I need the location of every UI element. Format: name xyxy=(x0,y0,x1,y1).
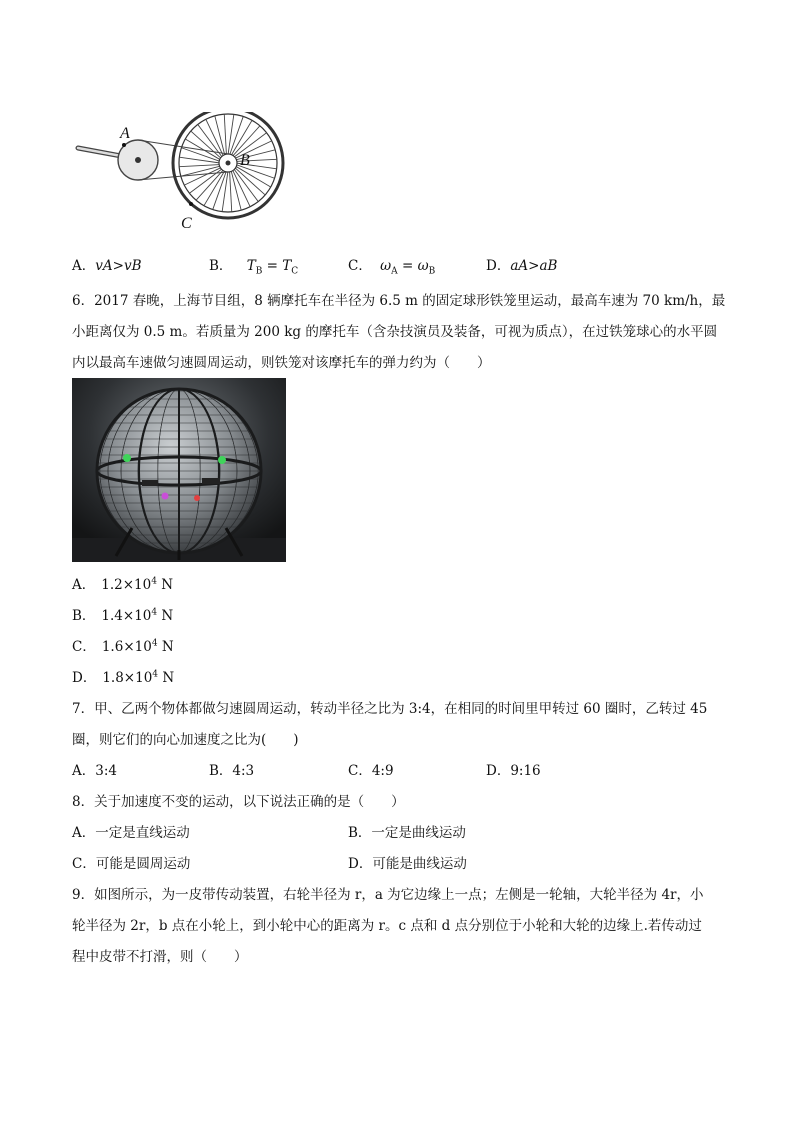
q8-option-c: C．可能是圆周运动 xyxy=(72,856,191,872)
q8-stem: 8．关于加速度不变的运动，以下说法正确的是（ ） xyxy=(72,794,405,810)
q8-option-b: B．一定是曲线运动 xyxy=(348,825,466,841)
q6-stem-line1: 6．2017 春晚，上海节目组，8 辆摩托车在半径为 6.5 m 的固定球形铁笼里运动，最高车速为 70 km/h，最 xyxy=(72,293,726,309)
q6-stem-line3: 内以最高车速做匀速圆周运动，则铁笼对该摩托车的弹力约为（ ） xyxy=(72,355,491,371)
steel-globe-cage-photo xyxy=(72,378,286,562)
q6-option-d: D． $1.8\times 10^4$ N xyxy=(72,669,175,686)
q6-option-c: C． $1.6\times 10^4$ N xyxy=(72,638,174,655)
q7-option-d: D．9:16 xyxy=(486,763,541,779)
q5-option-b: B． $T_B = T_C$ xyxy=(209,258,299,277)
q7-option-c: C．4:9 xyxy=(348,763,394,779)
q6-stem-line2: 小距离仅为 0.5 m。若质量为 200 kg 的摩托车（含杂技演员及装备，可视为质点），在过铁笼球心的水平圆 xyxy=(72,324,718,340)
q9-stem-line3: 程中皮带不打滑，则（ ） xyxy=(72,949,248,965)
q5-option-d: D．aA>aB xyxy=(486,258,558,274)
q9-stem-line1: 9．如图所示，为一皮带传动装置，右轮半径为 r，a 为它边缘上一点；左侧是一轮轴，大轮半径为 4r，小 xyxy=(72,887,704,903)
label-a: A xyxy=(120,125,130,142)
label-c: C xyxy=(181,215,192,232)
label-b: B xyxy=(240,152,250,169)
q7-option-b: B．4:3 xyxy=(209,763,255,779)
q6-option-b: B． $1.4\times 10^4$ N xyxy=(72,607,174,624)
q7-stem-line1: 7．甲、乙两个物体都做匀速圆周运动，转动半径之比为 3:4，在相同的时间里甲转过 60 圈时，乙转过 45 xyxy=(72,701,708,717)
bicycle-wheel-figure xyxy=(70,112,295,237)
q8-option-d: D．可能是曲线运动 xyxy=(348,856,467,872)
q5-option-a: A．vA>vB xyxy=(72,258,142,274)
q7-option-a: A．3:4 xyxy=(72,763,117,779)
q8-option-a: A．一定是直线运动 xyxy=(72,825,190,841)
q9-stem-line2: 轮半径为 2r，b 点在小轮上，到小轮中心的距离为 r。c 点和 d 点分别位于小轮和大轮的边缘上.若传动过 xyxy=(72,918,702,934)
q7-stem-line2: 圈，则它们的向心加速度之比为( ) xyxy=(72,732,299,748)
q6-option-a: A． $1.2\times 10^4$ N xyxy=(72,576,174,593)
q5-option-c: C． $\omega_A = \omega_B$ xyxy=(348,258,436,277)
